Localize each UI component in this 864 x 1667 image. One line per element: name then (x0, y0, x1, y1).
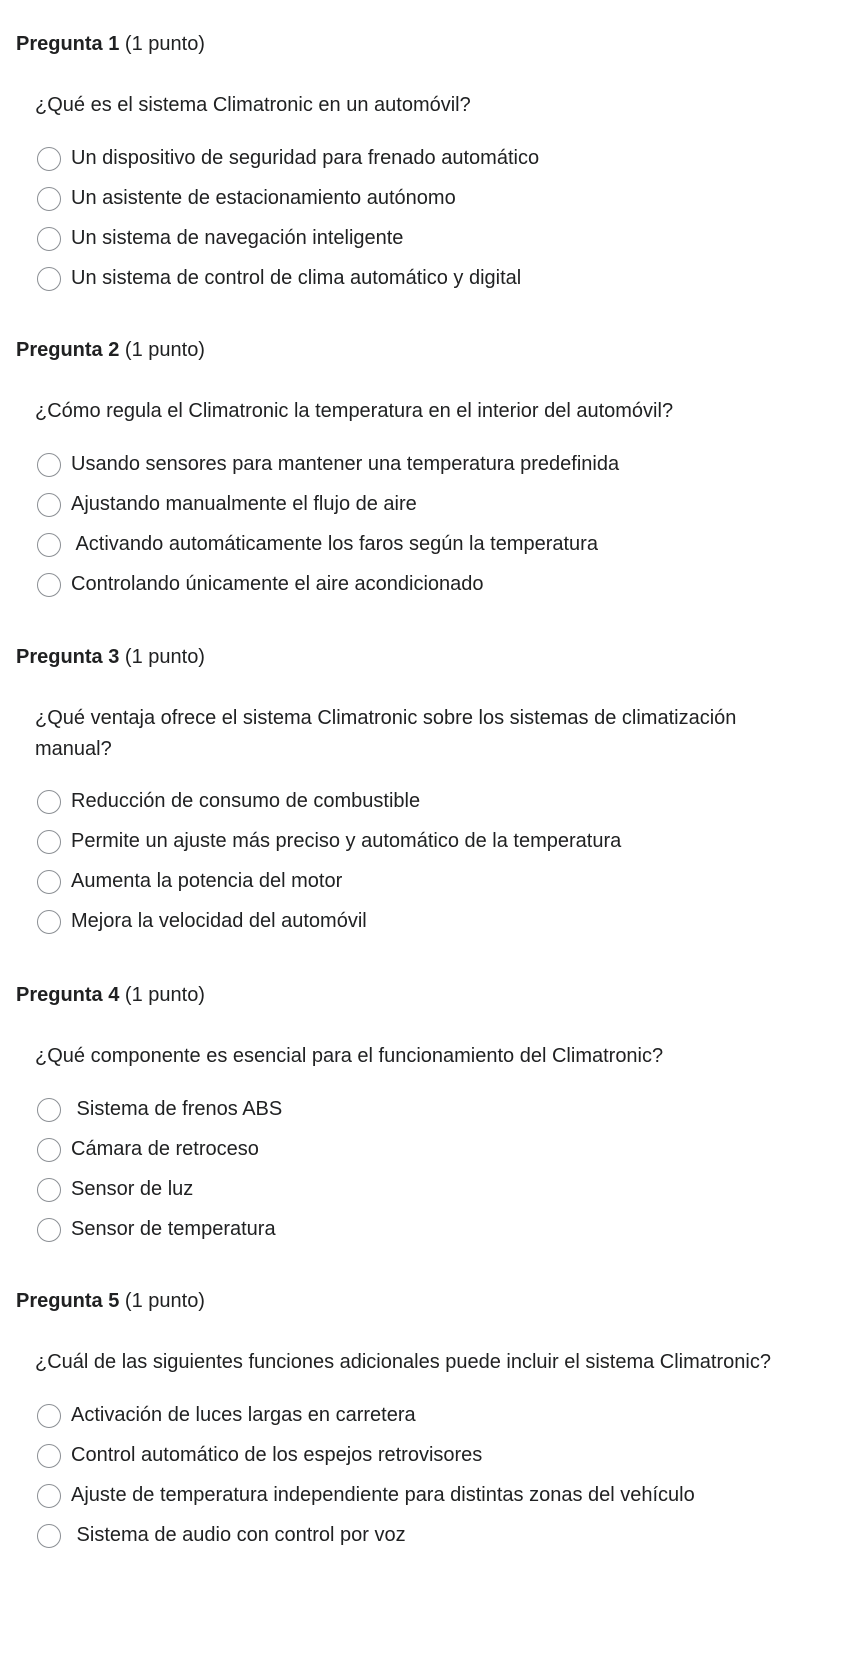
option-label[interactable]: Ajustando manualmente el flujo de aire (71, 493, 417, 515)
radio-button[interactable] (37, 790, 61, 814)
answer-option-1[interactable] (37, 448, 817, 480)
question-text: ¿Cuál de las siguientes funciones adicionales puede incluir el sistema Climatronic? (35, 1351, 771, 1373)
option-label[interactable]: Un asistente de estacionamiento autónomo (71, 187, 456, 209)
answer-option-1[interactable] (37, 1093, 817, 1125)
answer-option-1[interactable] (37, 785, 817, 817)
answer-option-2[interactable] (37, 1439, 817, 1471)
question-header (16, 641, 205, 673)
question-points: (1 punto) (124, 339, 205, 361)
radio-button[interactable] (37, 1444, 61, 1468)
question-text: ¿Qué ventaja ofrece el sistema Climatronic sobre los sistemas de climatización manual? (35, 707, 737, 760)
question-header (16, 28, 205, 60)
question-label: Pregunta 4 (16, 984, 120, 1006)
radio-button[interactable] (37, 267, 61, 291)
radio-button[interactable] (37, 187, 61, 211)
question-points: (1 punto) (124, 33, 205, 55)
answer-option-4[interactable] (37, 1213, 817, 1245)
option-label[interactable]: Un sistema de navegación inteligente (71, 227, 404, 249)
option-label[interactable]: Control automático de los espejos retrovisores (71, 1444, 483, 1466)
question-header (16, 979, 205, 1011)
question-points: (1 punto) (124, 1290, 205, 1312)
answer-option-1[interactable] (37, 1399, 817, 1431)
question-text: ¿Qué es el sistema Climatronic en un automóvil? (35, 94, 471, 116)
radio-button[interactable] (37, 227, 61, 251)
answer-option-2[interactable] (37, 825, 817, 857)
radio-button[interactable] (37, 573, 61, 597)
option-label[interactable]: Aumenta la potencia del motor (71, 870, 343, 892)
option-label[interactable]: Controlando únicamente el aire acondicionado (71, 573, 484, 595)
option-label[interactable]: Sensor de luz (71, 1178, 194, 1200)
answer-option-2[interactable] (37, 488, 817, 520)
option-label[interactable]: Ajuste de temperatura independiente para distintas zonas del vehículo (71, 1484, 695, 1506)
answer-option-2[interactable] (37, 182, 817, 214)
radio-button[interactable] (37, 1178, 61, 1202)
radio-button[interactable] (37, 830, 61, 854)
answer-option-2[interactable] (37, 1133, 817, 1165)
answer-option-3[interactable] (37, 865, 817, 897)
option-label[interactable]: Activando automáticamente los faros según la temperatura (71, 533, 598, 555)
option-label[interactable]: Cámara de retroceso (71, 1138, 259, 1160)
answer-option-3[interactable] (37, 528, 817, 560)
question-points: (1 punto) (124, 646, 205, 668)
question-header (16, 1285, 205, 1317)
answer-option-4[interactable] (37, 905, 817, 937)
question-header (16, 334, 205, 366)
option-label[interactable]: Un sistema de control de clima automático y digital (71, 267, 522, 289)
question-points: (1 punto) (124, 984, 205, 1006)
option-label[interactable]: Mejora la velocidad del automóvil (71, 910, 367, 932)
radio-button[interactable] (37, 533, 61, 557)
answer-option-4[interactable] (37, 568, 817, 600)
radio-button[interactable] (37, 910, 61, 934)
radio-button[interactable] (37, 870, 61, 894)
answer-option-4[interactable] (37, 1519, 817, 1551)
answer-option-4[interactable] (37, 262, 817, 294)
answer-option-1[interactable] (37, 142, 817, 174)
radio-button[interactable] (37, 1404, 61, 1428)
answer-option-3[interactable] (37, 1173, 817, 1205)
question-label: Pregunta 2 (16, 339, 120, 361)
question-label: Pregunta 3 (16, 646, 120, 668)
option-label[interactable]: Permite un ajuste más preciso y automático de la temperatura (71, 830, 622, 852)
answer-option-3[interactable] (37, 222, 817, 254)
radio-button[interactable] (37, 1218, 61, 1242)
radio-button[interactable] (37, 1484, 61, 1508)
option-label[interactable]: Usando sensores para mantener una temperatura predefinida (71, 453, 620, 475)
option-label[interactable]: Sensor de temperatura (71, 1218, 276, 1240)
radio-button[interactable] (37, 1524, 61, 1548)
question-text: ¿Cómo regula el Climatronic la temperatura en el interior del automóvil? (35, 400, 674, 422)
option-label[interactable]: Sistema de audio con control por voz (71, 1524, 406, 1546)
radio-button[interactable] (37, 493, 61, 517)
option-label[interactable]: Reducción de consumo de combustible (71, 790, 421, 812)
question-label: Pregunta 1 (16, 33, 120, 55)
radio-button[interactable] (37, 147, 61, 171)
radio-button[interactable] (37, 453, 61, 477)
question-label: Pregunta 5 (16, 1290, 120, 1312)
answer-option-3[interactable] (37, 1479, 817, 1511)
radio-button[interactable] (37, 1098, 61, 1122)
option-label[interactable]: Un dispositivo de seguridad para frenado automático (71, 147, 540, 169)
radio-button[interactable] (37, 1138, 61, 1162)
option-label[interactable]: Sistema de frenos ABS (71, 1098, 283, 1120)
option-label[interactable]: Activación de luces largas en carretera (71, 1404, 416, 1426)
question-text: ¿Qué componente es esencial para el funcionamiento del Climatronic? (35, 1045, 664, 1067)
